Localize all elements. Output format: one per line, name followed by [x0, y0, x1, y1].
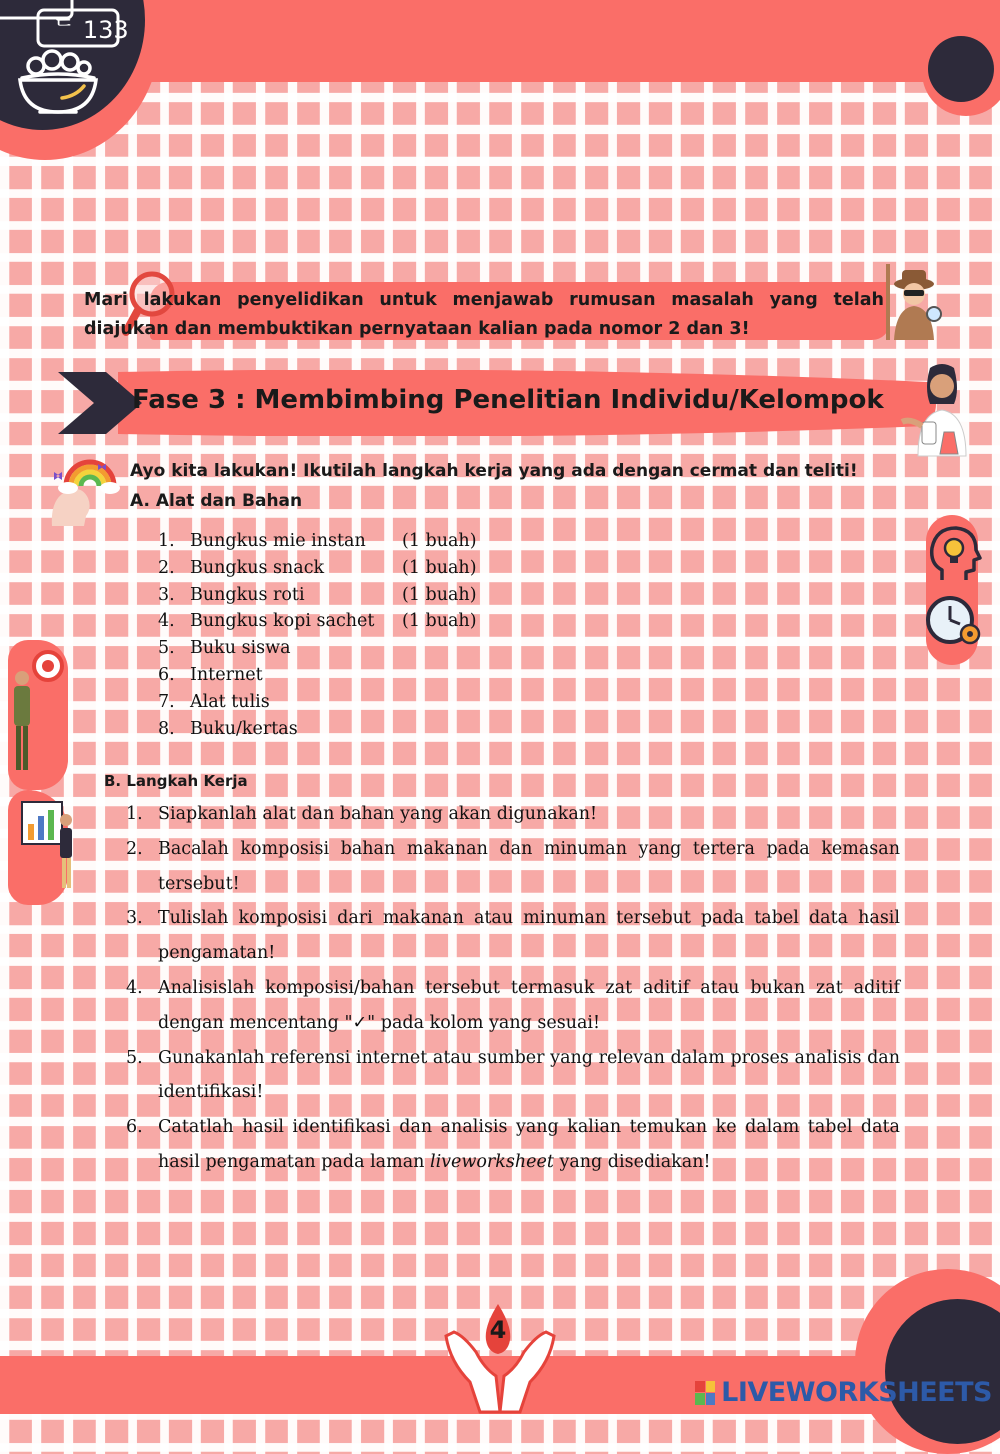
- phase-title: Fase 3 : Membimbing Penelitian Individu/Kelompok: [132, 385, 884, 415]
- list-item: 2. Bungkus snack (1 buah): [158, 557, 477, 578]
- section-a-title: A. Alat dan Bahan: [130, 491, 303, 511]
- list-item: 6. Internet: [158, 664, 263, 685]
- hands-icon: [440, 1296, 560, 1414]
- page-number: 4: [489, 1316, 507, 1344]
- list-item: 4. Bungkus kopi sachet (1 buah): [158, 611, 477, 632]
- food-icons: [0, 0, 140, 130]
- liveworksheets-logo-icon: [695, 1381, 715, 1405]
- list-item: 2. Bacalah komposisi bahan makanan dan minuman yang tertera pada kemasan tersebut!: [126, 838, 900, 894]
- list-item: 3. Bungkus roti (1 buah): [158, 584, 477, 605]
- list-item: 5. Buku siswa: [158, 638, 291, 659]
- target-person-icon: [8, 648, 68, 778]
- salad-bowl-icon: [20, 51, 96, 112]
- instruction-text: Ayo kita lakukan! Ikutilah langkah kerja yang ada dengan cermat dan teliti!: [130, 461, 858, 481]
- corner-circle-top-right: [928, 36, 994, 102]
- list-item: 8. Buku/kertas: [158, 718, 298, 739]
- list-item: 6. Catatlah hasil identifikasi dan analisis yang kalian temukan ke dalam tabel data hasil pengamatan pada laman liveworksheet yang disediakan!: [126, 1117, 900, 1172]
- clock-gear-icon: [924, 592, 984, 648]
- rainbow-head-icon: [48, 454, 120, 528]
- materials-list: [158, 528, 477, 742]
- detective-icon: [884, 262, 946, 342]
- liveworksheets-watermark: LIVEWORKSHEETS: [695, 1377, 992, 1408]
- list-item: 3. Tulislah komposisi dari makanan atau minuman tersebut pada tabel data hasil pengamatan!: [126, 908, 900, 964]
- intro-text: Mari lakukan penyelidikan untuk menjawab rumusan masalah yang telah diajukan dan membuktikan pernyataan kalian pada nomor 2 dan 3!: [84, 290, 884, 339]
- presentation-icon: [20, 798, 76, 894]
- scientist-icon: [900, 360, 980, 460]
- section-b-title: B. Langkah Kerja: [104, 772, 248, 790]
- list-item: 5. Gunakanlah referensi internet atau sumber yang relevan dalam proses analisis dan identifikasi!: [126, 1047, 900, 1103]
- steps-list: [126, 797, 900, 1180]
- calorie-display-icon: [0, 0, 129, 46]
- lightbulb-head-icon: [926, 524, 982, 584]
- list-item: 1. Bungkus mie instan (1 buah): [158, 531, 477, 551]
- svg-text:ᄃ 133: ᄃ 133: [52, 16, 129, 44]
- list-item: 4. Analisislah komposisi/bahan tersebut termasuk zat aditif atau bukan zat aditif dengan mencentang "✓" pada kolom yang sesuai!: [126, 977, 900, 1033]
- list-item: 7. Alat tulis: [158, 691, 270, 712]
- list-item: 1. Siapkanlah alat dan bahan yang akan digunakan!: [126, 804, 598, 824]
